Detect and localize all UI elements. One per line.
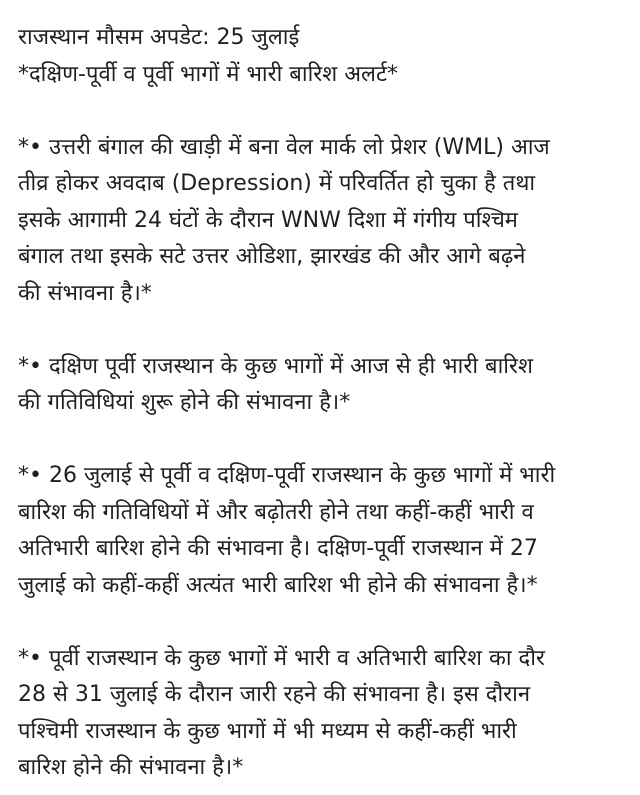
paragraph-line: *• 26 जुलाई से पूर्वी व दक्षिण-पूर्वी राजस्थान के कुछ भागों में भारी bbox=[18, 463, 556, 488]
paragraph-line: तीव्र होकर अवदाब (Depression) में परिवर्तित हो चुका है तथा bbox=[18, 171, 536, 196]
paragraph-line: पश्चिमी राजस्थान के कुछ भागों में भी मध्यम से कहीं-कहीं भारी bbox=[18, 718, 517, 744]
paragraph-line: जुलाई को कहीं-कहीं अत्यंत भारी बारिश भी होने की संभावना है।* bbox=[18, 572, 538, 598]
paragraph-line: की संभावना है।* bbox=[18, 280, 152, 306]
message-subtitle: *दक्षिण-पूर्वी व पूर्वी भागों में भारी बारिश अलर्ट* bbox=[18, 61, 399, 87]
message-title: राजस्थान मौसम अपडेट: 25 जुलाई bbox=[18, 25, 300, 50]
paragraph-spacer bbox=[18, 312, 626, 349]
paragraph-line: की गतिविधियां शुरू होने की संभावना है।* bbox=[18, 390, 351, 415]
paragraph-southeast-rain-today bbox=[18, 349, 626, 422]
paragraph-july-28-31-forecast bbox=[18, 641, 626, 787]
paragraph-line: 28 से 31 जुलाई के दौरान जारी रहने की संभावना है। इस दौरान bbox=[18, 682, 531, 707]
paragraph-line: अतिभारी बारिश होने की संभावना है। दक्षिण-पूर्वी राजस्थान में 27 bbox=[18, 536, 538, 561]
paragraph-july-26-27-forecast bbox=[18, 458, 626, 604]
paragraph-line: बारिश होने की संभावना है।* bbox=[18, 755, 244, 780]
paragraph-spacer bbox=[18, 422, 626, 459]
paragraph-depression bbox=[18, 130, 626, 313]
paragraph-line: बंगाल तथा इसके सटे उत्तर ओडिशा, झारखंड की और आगे बढ़ने bbox=[18, 244, 526, 269]
paragraph-spacer bbox=[18, 604, 626, 641]
paragraph-line: बारिश की गतिविधियों में और बढ़ोतरी होने तथा कहीं-कहीं भारी व bbox=[18, 499, 534, 525]
paragraph-line: इसके आगामी 24 घंटों के दौरान WNW दिशा में गंगीय पश्चिम bbox=[18, 207, 518, 233]
paragraph-line: *• उत्तरी बंगाल की खाड़ी में बना वेल मार्क लो प्रेशर (WML) आज bbox=[18, 134, 550, 160]
paragraph-line: *• पूर्वी राजस्थान के कुछ भागों में भारी व अतिभारी बारिश का दौर bbox=[18, 645, 545, 671]
paragraph-spacer bbox=[18, 93, 626, 130]
paragraph-line: *• दक्षिण पूर्वी राजस्थान के कुछ भागों में आज से ही भारी बारिश bbox=[18, 353, 533, 379]
